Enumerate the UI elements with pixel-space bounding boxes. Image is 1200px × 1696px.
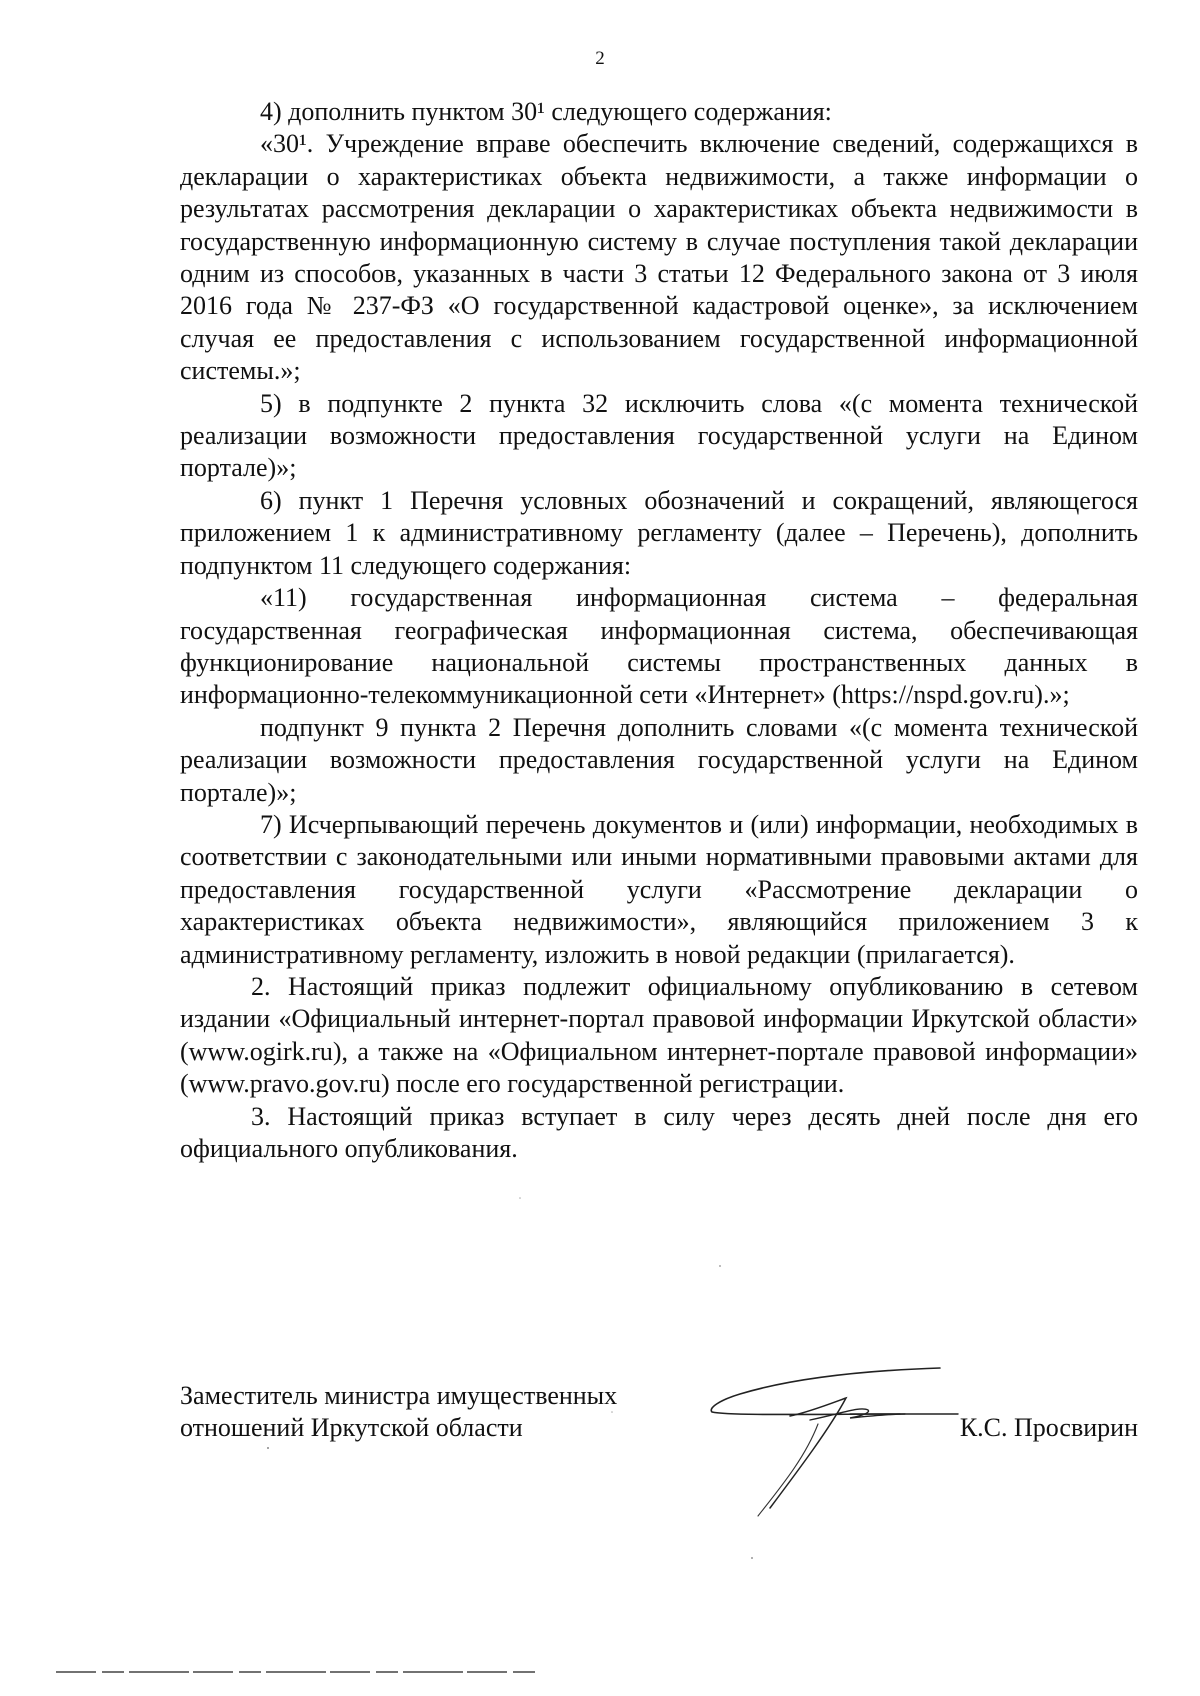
handwritten-signature-icon [700, 1358, 1000, 1538]
paragraph-item-4: 4) дополнить пунктом 30¹ следующего содержания: [260, 97, 832, 126]
signer-name: К.С. Просвирин [959, 1413, 1138, 1442]
paragraph-item-7: 7) Исчерпывающий перечень документов и (или) информации, необходимых в соответствии с законодательными или иными нормативными правовыми актами для предоставления государственной услуги «Рассмотрение декларации о характеристиках объекта недвижимости», являющийся приложением 3 к административному регламенту, изложить в новой редакции (прилагается). [180, 809, 1138, 969]
bottom-dashed-rule [56, 1670, 536, 1674]
paragraph-clause-3: 3. Настоящий приказ вступает в силу через десять дней после дня его официального опубликования. [180, 1101, 1138, 1163]
signer-position [180, 1380, 700, 1444]
paragraph-item-6: 6) пункт 1 Перечня условных обозначений и сокращений, являющегося приложением 1 к административному регламенту (далее – Перечень), дополнить подпунктом 11 следующего содержания: [180, 485, 1138, 580]
signer-position-line-2: отношений Иркутской области [180, 1413, 523, 1442]
paragraph-clause-2: 2. Настоящий приказ подлежит официальному опубликованию в сетевом издании «Официальный интернет-портал правовой информации Иркутской области» (www.ogirk.ru), а также на «Официальном интернет-портале правовой информации» (www.pravo.gov.ru) после его государственной регистрации. [180, 971, 1138, 1099]
document-body [180, 96, 1138, 1165]
paragraph-subitem-9: подпункт 9 пункта 2 Перечня дополнить словами «(с момента технической реализации возможности предоставления государственной услуги на Едином портале)»; [180, 712, 1138, 807]
paragraph-item-5: 5) в подпункте 2 пункта 32 исключить слова «(с момента технической реализации возможности предоставления государственной услуги на Едином портале)»; [180, 388, 1138, 483]
signature-block [180, 1380, 1138, 1520]
signer-position-line-1: Заместитель министра имущественных [180, 1381, 618, 1410]
paragraph-point-30-1: «30¹. Учреждение вправе обеспечить включение сведений, содержащихся в декларации о характеристиках объекта недвижимости, а также информации о результатах рассмотрения декларации о характеристиках объекта недвижимости в государственную информационную систему в случае поступления такой декларации одним из способов, указанных в части 3 статьи 12 Федерального закона от 3 июля 2016 года № 237-ФЗ «О государственной кадастровой оценке», за исключением случая ее предоставления с использованием государственной информационной системы.»; [180, 129, 1138, 386]
page-number: 2 [595, 48, 605, 69]
paragraph-subitem-11: «11) государственная информационная система – федеральная государственная географическая информационная система, обеспечивающая функционирование национальной системы пространственных данных в информационно-телекоммуникационной сети «Интернет» (https://nspd.gov.ru).»; [180, 583, 1138, 710]
